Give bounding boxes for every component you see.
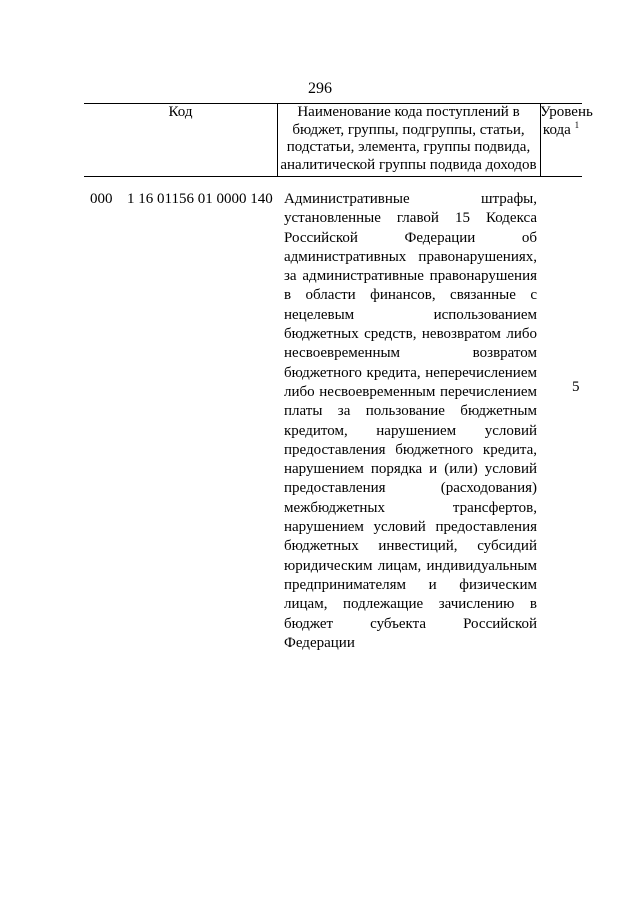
- income-description: Административные штрафы, установленные главой 15 Кодекса Российской Федерации об административных правонарушениях, за административные правонарушения в области финансов, связанные с нецелевым использованием бюджетных средств, невозвратом либо несвоевременным возвратом бюджетного кредита, неперечислением либо несвоевременным перечислением платы за пользование бюджетным кредитом, нарушением условий предоставления бюджетного кредита, нарушением порядка и (или) условий предоставления (расходования) межбюджетных трансфертов, нарушением условий предоставления бюджетных инвестиций, субсидий юридическим лицам, индивидуальным предпринимателям и физическим лицам, подлежащие зачислению в бюджет субъекта Российской Федерации: [284, 191, 537, 651]
- header-code-label: Код: [168, 104, 193, 120]
- header-income-name: [277, 104, 540, 174]
- header-code: [84, 104, 277, 122]
- budget-classification-code: 1 16 01156 01 0000 140: [127, 191, 273, 207]
- code-level: 5: [572, 379, 580, 395]
- header-level: [540, 104, 593, 139]
- header-level-line2: кода: [542, 121, 571, 138]
- header-income-name-label: Наименование кода поступлений в бюджет, группы, подгруппы, статьи, подстатьи, элемента, группы подвида, аналитической группы подвида доходов: [280, 104, 537, 173]
- footnote-marker: 1: [574, 119, 580, 130]
- table-header: [84, 103, 593, 177]
- header-level-line1: Уровень: [540, 104, 593, 120]
- page-number: 296: [308, 80, 332, 97]
- admin-code: 000: [90, 191, 113, 207]
